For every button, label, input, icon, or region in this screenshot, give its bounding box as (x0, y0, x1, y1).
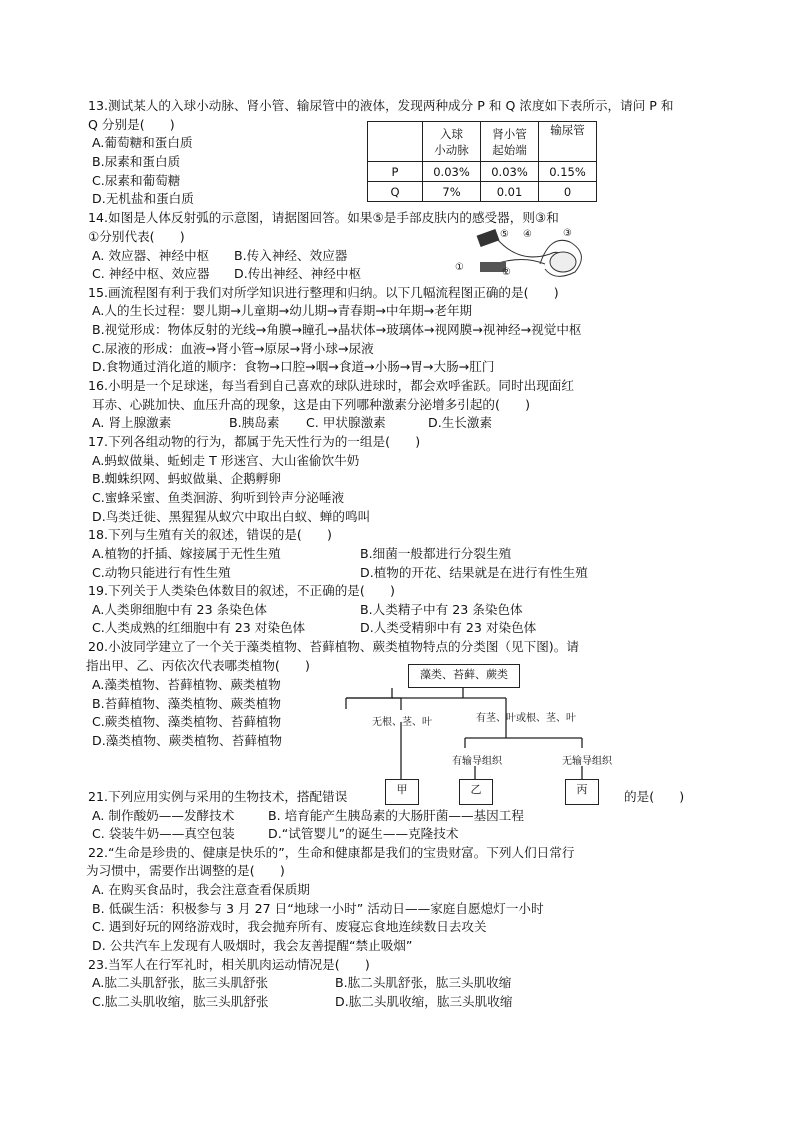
q23-option-d: D.肱二头肌收缩，肱三头肌收缩 (335, 994, 513, 1009)
label-4: ④ (523, 229, 532, 240)
q23-option-c: C.肱二头肌收缩，肱三头肌舒张 (92, 994, 269, 1009)
q19-option-b: B.人类精子中有 23 条染色体 (360, 602, 523, 617)
q14-stem-cont: ①分别代表( ) (88, 229, 185, 244)
q17-option-a: A.蚂蚁做巢、蚯蚓走 T 形迷宫、大山雀偷饮牛奶 (92, 453, 360, 468)
q18-option-c: C.动物只能进行有性生殖 (92, 565, 231, 580)
q18-stem: 18.下列与生殖有关的叙述，错误的是( ) (88, 527, 332, 542)
q13-stem: 13.测试某人的入球小动脉、肾小管、输尿管中的液体，发现两种成分 P 和 Q 浓度如下表所示，请问 P 和 (88, 98, 674, 113)
q23-option-b: B.肱二头肌舒张，肱三头肌收缩 (335, 975, 512, 990)
q20-option-b: B.苔藓植物、藻类植物、蕨类植物 (92, 696, 281, 711)
q14-option-c: C. 神经中枢、效应器 (92, 266, 210, 281)
q20-option-a: A.藻类植物、苔藓植物、蕨类植物 (92, 677, 281, 692)
q22-stem: 22.“生命是珍贵的、健康是快乐的”，生命和健康都是我们的宝贵财富。下列人们日常行 (88, 845, 575, 860)
q15-option-d: D.食物通过消化道的顺序：食物→口腔→咽→食道→小肠→胃→大肠→肛门 (92, 359, 495, 374)
q13-data-table: 入球 小动脉 肾小管 起始端 输尿管 P 0.03% 0.03% 0.15% Q 7% 0.01 0 (367, 121, 597, 202)
q17-option-c: C.蜜蜂采蜜、鱼类洄游、狗听到铃声分泌唾液 (92, 490, 345, 505)
q13-stem-cont: Q 分别是( ) (88, 117, 175, 132)
tree-root-node: 藻类、苔藓、蕨类 (408, 664, 520, 688)
q22-option-c: C. 遇到好玩的网络游戏时，我会抛弃所有、废寝忘食地连续数日去攻关 (92, 919, 487, 934)
q15-option-c: C.尿液的形成：血液→肾小管→原尿→肾小球→尿液 (92, 341, 374, 356)
q20-option-d: D.藻类植物、蕨类植物、苔藓植物 (92, 733, 283, 748)
q17-stem: 17.下列各组动物的行为，都属于先天性行为的一组是( ) (88, 434, 421, 449)
header-tubule: 肾小管 起始端 (481, 122, 539, 162)
label-5: ⑤ (500, 229, 509, 240)
q19-option-a: A.人类卵细胞中有 23 条染色体 (92, 602, 267, 617)
q15-option-a: A.人的生长过程：婴儿期→儿童期→幼儿期→青春期→中年期→老年期 (92, 303, 473, 318)
header-afferent: 入球 小动脉 (423, 122, 481, 162)
q16-option-b: B.胰岛素 (229, 415, 280, 430)
q21-option-a: A. 制作酸奶——发酵技术 (92, 808, 235, 823)
q21-stem-end: 的是( ) (624, 789, 685, 804)
tree-sub-right: 无输导组织 (562, 756, 612, 767)
label-3: ③ (563, 228, 572, 239)
q22-option-b: B. 低碳生活：积极参与 3 月 27 日“地球一小时” 活动日——家庭自愿熄灯一小时 (92, 901, 544, 916)
q13-option-b: B.尿素和蛋白质 (92, 154, 181, 169)
q21-stem: 21.下列应用实例与采用的生物技术，搭配错误 (88, 789, 348, 804)
label-2: ② (502, 267, 511, 278)
q17-option-b: B.蜘蛛织网、蚂蚁做巢、企鹅孵卵 (92, 471, 281, 486)
q22-stem-cont: 为习惯中，需要作出调整的是( ) (86, 863, 285, 878)
q21-option-c: C. 袋装牛奶——真空包装 (92, 826, 235, 841)
q16-option-d: D.生长激素 (428, 415, 493, 430)
q19-stem: 19.下列关于人类染色体数目的叙述，不正确的是( ) (88, 583, 395, 598)
q16-stem: 16.小明是一个足球迷，每当看到自己喜欢的球队进球时，都会欢呼雀跃。同时出现面红 (88, 378, 574, 393)
q20-stem-cont: 指出甲、乙、丙依次代表哪类植物( ) (86, 658, 310, 673)
q18-option-d: D.植物的开花、结果就是在进行有性生殖 (360, 565, 588, 580)
tree-sub-left: 有输导组织 (452, 756, 502, 767)
q23-option-a: A.肱二头肌舒张，肱三头肌舒张 (92, 975, 269, 990)
tree-leaf-jia: 甲 (385, 779, 419, 805)
q22-option-d: D. 公共汽车上发现有人吸烟时，我会友善提醒“禁止吸烟” (92, 938, 413, 953)
q13-option-a: A.葡萄糖和蛋白质 (92, 135, 193, 150)
q13-option-c: C.尿素和葡萄糖 (92, 173, 181, 188)
header-ureter: 输尿管 (539, 122, 597, 162)
q19-option-d: D.人类受精卵中有 23 对染色体 (360, 620, 537, 635)
tree-leaf-bing: 丙 (565, 779, 599, 805)
tree-branch-left: 无根、茎、叶 (372, 717, 432, 728)
q18-option-b: B.细菌一般都进行分裂生殖 (360, 546, 512, 561)
q15-option-b: B.视觉形成：物体反射的光线→角膜→瞳孔→晶状体→玻璃体→视网膜→视神经→视觉中枢 (92, 322, 582, 337)
q16-option-a: A. 肾上腺激素 (92, 415, 172, 430)
q13-option-d: D.无机盐和蛋白质 (92, 191, 194, 206)
q21-option-b: B. 培育能产生胰岛素的大肠肝菌——基因工程 (268, 808, 524, 823)
q16-option-c: C. 甲状腺激素 (306, 415, 386, 430)
q14-option-d: D.传出神经、神经中枢 (234, 266, 362, 281)
q20-option-c: C.蕨类植物、藻类植物、苔藓植物 (92, 714, 282, 729)
tree-branch-right: 有茎、叶或根、茎、叶 (476, 713, 576, 724)
tree-leaf-yi: 乙 (459, 779, 493, 805)
q20-stem: 20.小波同学建立了一个关于藻类植物、苔藓植物、蕨类植物特点的分类图（见下图)。请 (88, 639, 579, 654)
q16-stem-cont: 耳赤、心跳加快、血压升高的现象，这是由下列哪种激素分泌增多引起的( ) (92, 397, 531, 412)
q14-option-a: A. 效应器、神经中枢 (92, 248, 210, 263)
q21-option-d: D.“试管婴儿”的诞生——克隆技术 (268, 826, 459, 841)
q22-option-a: A. 在购买食品时，我会注意查看保质期 (92, 882, 310, 897)
q14-stem: 14.如图是人体反射弧的示意图，请据图回答。如果⑤是手部皮肤内的感受器，则③和 (88, 210, 559, 225)
q18-option-a: A.植物的扦插、嫁接属于无性生殖 (92, 546, 281, 561)
q17-option-d: D.鸟类迁徙、黑猩猩从蚁穴中取出白蚁、蝉的鸣叫 (92, 509, 371, 524)
label-1: ① (455, 262, 464, 273)
q14-option-b: B.传入神经、效应器 (234, 248, 348, 263)
q23-stem: 23.当军人在行军礼时，相关肌肉运动情况是( ) (88, 957, 370, 972)
q19-option-c: C.人类成熟的红细胞中有 23 对染色体 (92, 620, 306, 635)
q15-stem: 15.画流程图有利于我们对所学知识进行整理和归纳。以下几幅流程图正确的是( ) (88, 285, 559, 300)
